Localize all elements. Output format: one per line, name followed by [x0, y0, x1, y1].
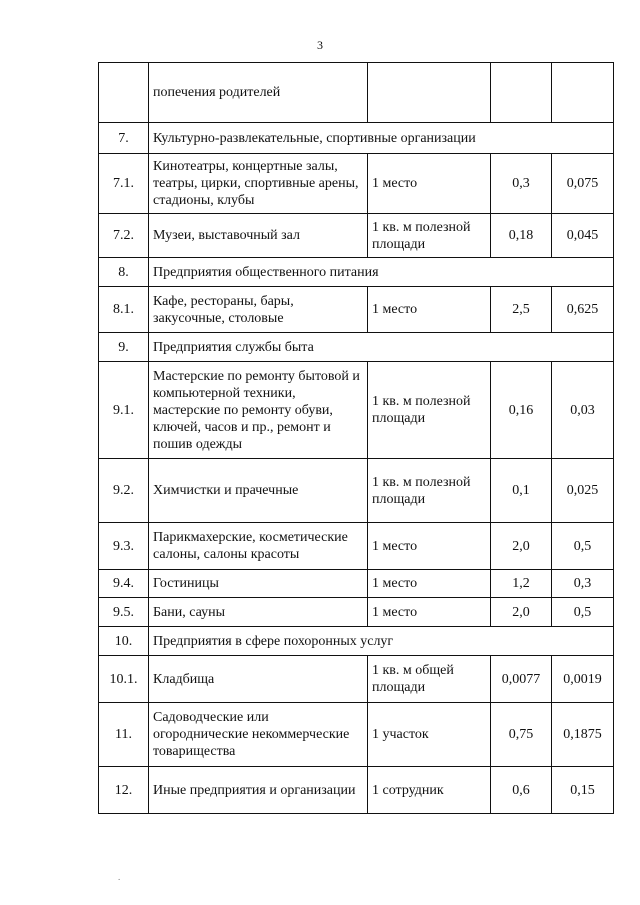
table-row	[99, 570, 614, 598]
object-name: Кладбища	[149, 656, 368, 703]
row-number: 12.	[99, 767, 149, 814]
table-row	[99, 598, 614, 627]
rate-value-secondary: 0,3	[552, 570, 614, 598]
table-row	[99, 362, 614, 459]
unit-of-measure	[368, 63, 491, 123]
row-number: 9.2.	[99, 459, 149, 523]
row-number: 9.5.	[99, 598, 149, 627]
rate-value-secondary: 0,075	[552, 154, 614, 214]
object-name: попечения родителей	[149, 63, 368, 123]
table-row	[99, 656, 614, 703]
row-number: 9.3.	[99, 523, 149, 570]
object-name: Садоводческие или огороднические некоммерческие товарищества	[149, 703, 368, 767]
page-number: 3	[317, 38, 323, 52]
unit-of-measure: 1 место	[368, 598, 491, 627]
rate-value-secondary: 0,625	[552, 287, 614, 333]
rate-value-secondary: 0,0019	[552, 656, 614, 703]
unit-of-measure: 1 место	[368, 570, 491, 598]
section-title: Предприятия общественного питания	[149, 258, 614, 287]
row-number: 7.2.	[99, 214, 149, 258]
object-name: Парикмахерские, косметические салоны, салоны красоты	[149, 523, 368, 570]
row-number: 9.1.	[99, 362, 149, 459]
rate-value: 0,1	[491, 459, 552, 523]
row-number: 10.	[99, 627, 149, 656]
rate-value-secondary: 0,045	[552, 214, 614, 258]
rate-value: 2,0	[491, 523, 552, 570]
rate-value: 0,6	[491, 767, 552, 814]
section-row	[99, 258, 614, 287]
rate-value-secondary: 0,5	[552, 523, 614, 570]
section-title: Предприятия в сфере похоронных услуг	[149, 627, 614, 656]
unit-of-measure: 1 кв. м общей площади	[368, 656, 491, 703]
rate-value: 0,18	[491, 214, 552, 258]
unit-of-measure: 1 место	[368, 154, 491, 214]
rate-value-secondary: 0,1875	[552, 703, 614, 767]
unit-of-measure: 1 участок	[368, 703, 491, 767]
rate-value: 2,0	[491, 598, 552, 627]
unit-of-measure: 1 кв. м полезной площади	[368, 362, 491, 459]
rate-value-secondary: 0,03	[552, 362, 614, 459]
table-row	[99, 154, 614, 214]
unit-of-measure: 1 место	[368, 287, 491, 333]
unit-of-measure: 1 кв. м полезной площади	[368, 214, 491, 258]
rate-value: 1,2	[491, 570, 552, 598]
object-name: Иные предприятия и организации	[149, 767, 368, 814]
object-name: Бани, сауны	[149, 598, 368, 627]
table-row	[99, 523, 614, 570]
row-number: 7.	[99, 123, 149, 154]
unit-of-measure: 1 сотрудник	[368, 767, 491, 814]
rate-value-secondary: 0,025	[552, 459, 614, 523]
object-name: Кафе, рестораны, бары, закусочные, столовые	[149, 287, 368, 333]
table-row	[99, 63, 614, 123]
table-row	[99, 287, 614, 333]
object-name: Кинотеатры, концертные залы, театры, цирки, спортивные арены, стадионы, клубы	[149, 154, 368, 214]
section-title: Культурно-развлекательные, спортивные организации	[149, 123, 614, 154]
row-number: 7.1.	[99, 154, 149, 214]
object-name: Химчистки и прачечные	[149, 459, 368, 523]
object-name: Мастерские по ремонту бытовой и компьютерной техники, мастерские по ремонту обуви, ключей, часов и пр., ремонт и пошив одежды	[149, 362, 368, 459]
row-number: 10.1.	[99, 656, 149, 703]
row-number: 11.	[99, 703, 149, 767]
section-row	[99, 123, 614, 154]
footer-mark: .	[118, 872, 121, 882]
rate-value: 2,5	[491, 287, 552, 333]
table-row	[99, 459, 614, 523]
rate-value: 0,75	[491, 703, 552, 767]
unit-of-measure: 1 место	[368, 523, 491, 570]
rate-value: 0,16	[491, 362, 552, 459]
section-title: Предприятия службы быта	[149, 333, 614, 362]
unit-of-measure: 1 кв. м полезной площади	[368, 459, 491, 523]
row-number	[99, 63, 149, 123]
rate-value-secondary: 0,5	[552, 598, 614, 627]
section-row	[99, 627, 614, 656]
rates-table-body	[99, 63, 614, 814]
table-row	[99, 703, 614, 767]
rate-value	[491, 63, 552, 123]
table-row	[99, 214, 614, 258]
row-number: 9.	[99, 333, 149, 362]
object-name: Музеи, выставочный зал	[149, 214, 368, 258]
row-number: 8.1.	[99, 287, 149, 333]
rate-value: 0,3	[491, 154, 552, 214]
row-number: 9.4.	[99, 570, 149, 598]
rate-value-secondary: 0,15	[552, 767, 614, 814]
table-row	[99, 767, 614, 814]
section-row	[99, 333, 614, 362]
rate-value: 0,0077	[491, 656, 552, 703]
rates-table	[98, 62, 614, 814]
object-name: Гостиницы	[149, 570, 368, 598]
row-number: 8.	[99, 258, 149, 287]
rate-value-secondary	[552, 63, 614, 123]
